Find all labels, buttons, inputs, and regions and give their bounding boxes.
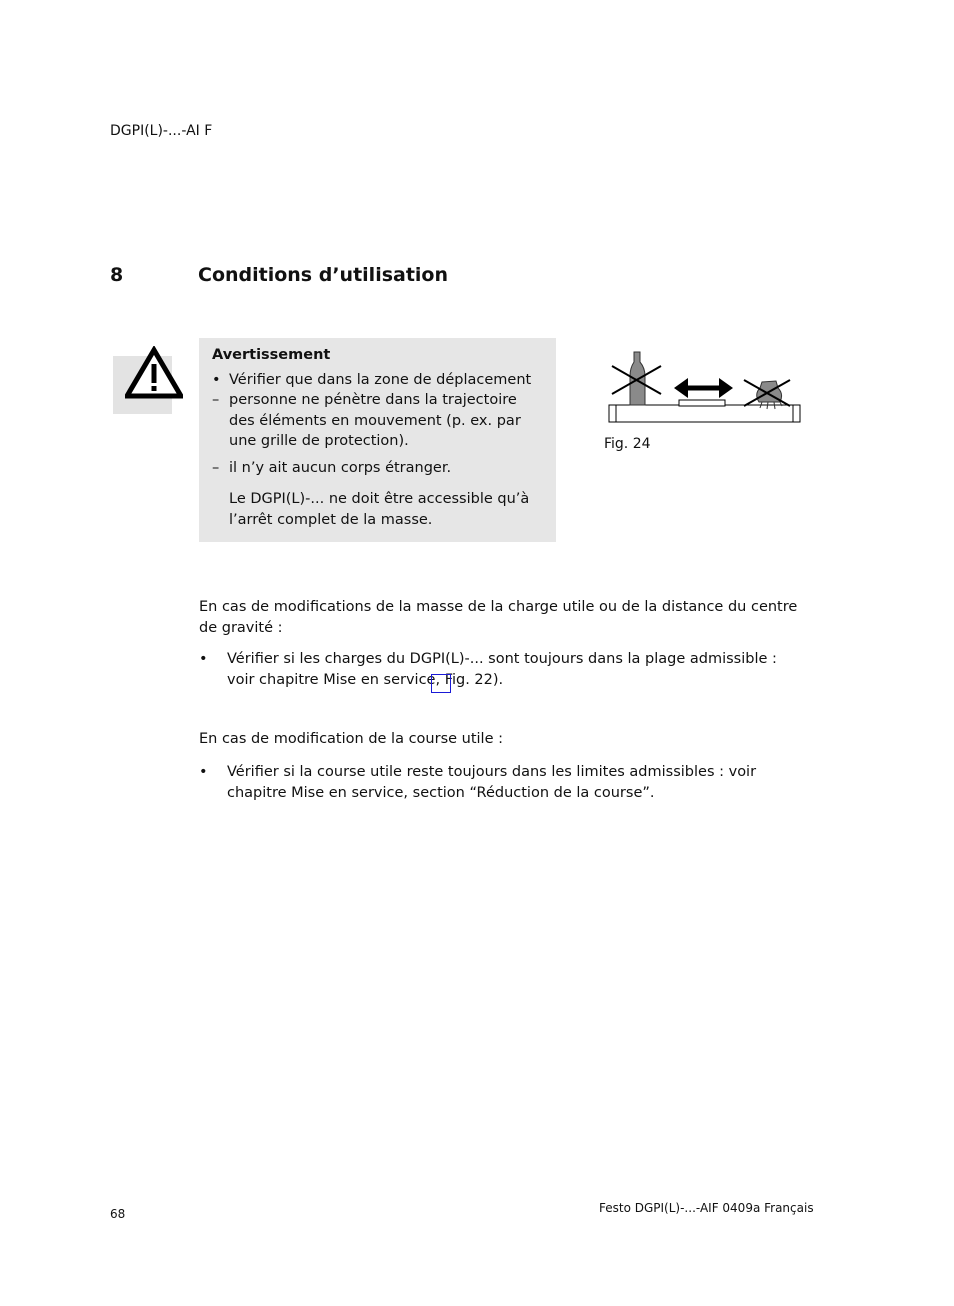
warning-box xyxy=(199,338,556,542)
paragraph-mass-change: En cas de modifications de la masse de la charge utile ou de la distance du centre de gravité : xyxy=(199,599,798,636)
bullet-check-stroke xyxy=(199,762,799,803)
dash-marker: – xyxy=(212,392,220,408)
section-title: Conditions d’utilisation xyxy=(198,264,449,286)
bullet-text: Vérifier si les charges du DGPI(L)-... sont toujours dans la plage admissible : voir chapitre Mise en service, Fig. 22). xyxy=(227,651,777,688)
section-number: 8 xyxy=(110,264,124,286)
bullet-marker: • xyxy=(199,764,208,780)
page-number: 68 xyxy=(110,1207,126,1221)
warning-title: Avertissement xyxy=(212,347,331,363)
warning-bullet-item xyxy=(212,370,544,391)
running-header: DGPI(L)-...-AI F xyxy=(110,123,213,139)
warning-item-text: il n’y ait aucun corps étranger. xyxy=(229,459,452,476)
bullet-marker: • xyxy=(199,651,208,667)
warning-triangle-icon xyxy=(125,346,183,408)
warning-icon-box xyxy=(113,356,172,414)
dash-marker: – xyxy=(212,459,220,476)
figure-link[interactable] xyxy=(431,674,451,693)
bullet-text: Vérifier si la course utile reste toujours dans les limites admissibles : voir chapitre Mise en service, section “Réduction de la course”. xyxy=(227,764,757,801)
figure-caption: Fig. 24 xyxy=(604,436,651,452)
warning-dash-item xyxy=(212,390,544,452)
warning-item-text: Vérifier que dans la zone de déplacement xyxy=(229,371,532,388)
paragraph-stroke-change: En cas de modification de la course utile : xyxy=(199,731,504,747)
bullet-check-loads xyxy=(199,649,799,690)
warning-note: Le DGPI(L)-... ne doit être accessible qu’à l’arrêt complet de la masse. xyxy=(229,491,530,528)
figure-24-illustration xyxy=(604,348,804,428)
warning-dash-item xyxy=(212,458,544,479)
warning-item-text: personne ne pénètre dans la trajectoire des éléments en mouvement (p. ex. par une grille de protection). xyxy=(229,392,521,449)
footer-text: Festo DGPI(L)-...-AIF 0409a Français xyxy=(599,1201,814,1215)
bullet-marker: • xyxy=(212,371,221,388)
